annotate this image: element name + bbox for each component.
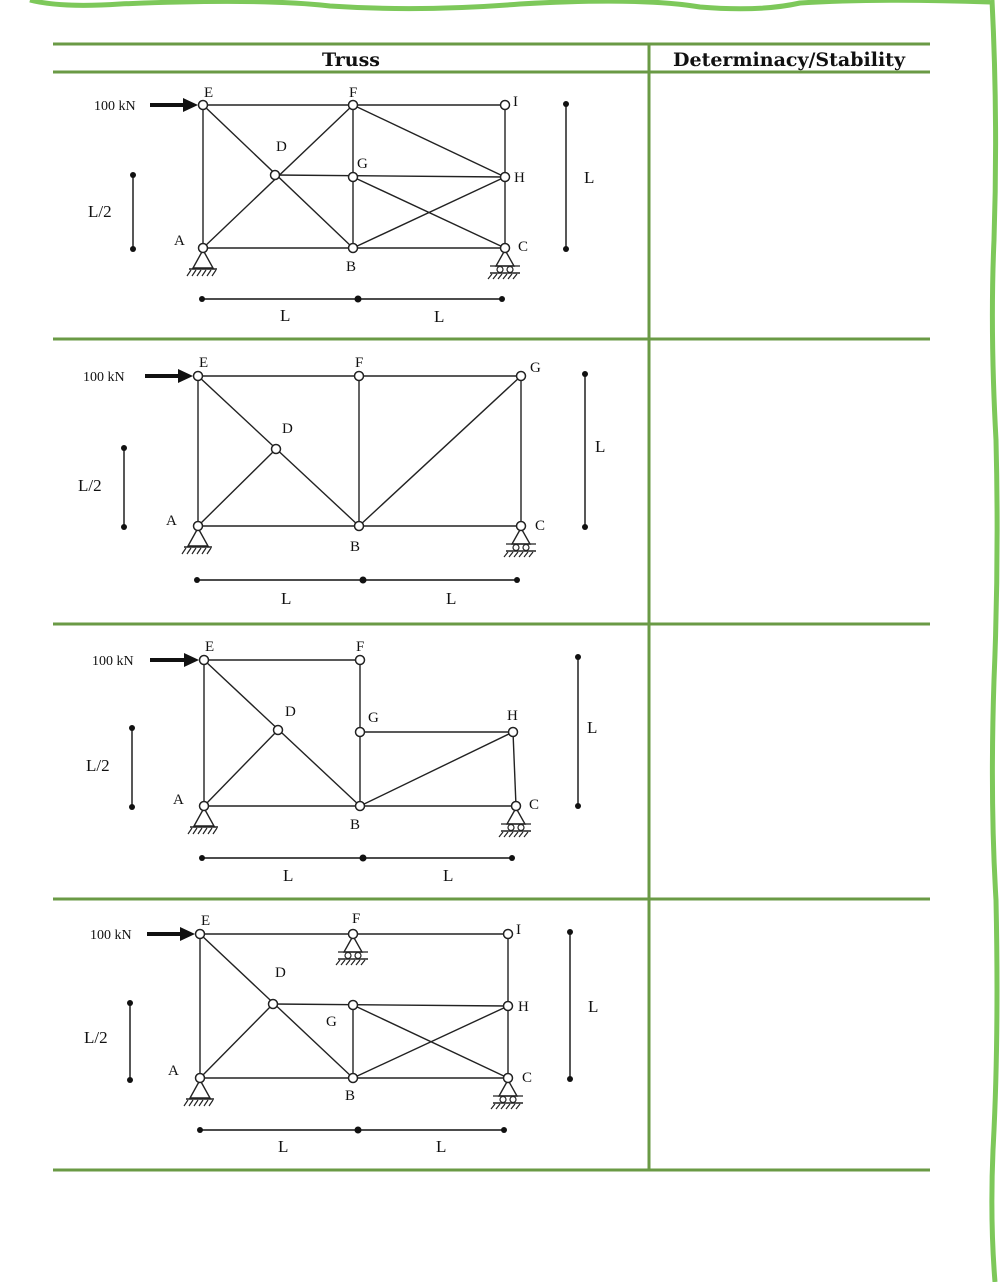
node-label-G: G — [357, 156, 368, 172]
dim-label-span-right: L — [434, 307, 445, 326]
load-arrow-icon — [150, 98, 198, 112]
dimension-span — [199, 855, 515, 886]
node-label-A: A — [166, 513, 177, 529]
node-label-F: F — [355, 355, 364, 371]
node-label-F: F — [356, 639, 365, 655]
pin-support-icon — [184, 1080, 214, 1106]
node-label-B: B — [350, 539, 361, 555]
node-label-B: B — [346, 259, 357, 275]
node-label-A: A — [168, 1063, 179, 1079]
node-label-I: I — [513, 94, 518, 110]
header-truss: Truss — [322, 49, 380, 71]
dimension-half-height — [88, 172, 136, 252]
dimension-half-height — [84, 1000, 133, 1083]
roller-support-icon — [504, 528, 536, 557]
table-grid — [53, 44, 930, 1170]
node-label-F: F — [349, 85, 358, 101]
node-label-G: G — [368, 710, 379, 726]
dimension-height — [567, 929, 598, 1082]
truss-2 — [78, 355, 605, 608]
node-label-A: A — [173, 792, 184, 808]
dimension-height — [582, 371, 605, 530]
dim-label-span-left: L — [281, 589, 292, 608]
node-label-C: C — [535, 518, 546, 534]
node-label-C: C — [522, 1070, 533, 1086]
node-label-C: C — [529, 797, 540, 813]
pin-support-icon — [187, 250, 217, 276]
roller-support-icon — [488, 250, 520, 279]
node-label-H: H — [518, 999, 529, 1015]
node-label-E: E — [205, 639, 215, 655]
dim-label-span-left: L — [280, 306, 291, 325]
roller-support-icon — [499, 808, 531, 837]
dim-label-span-left: L — [283, 866, 294, 885]
node-label-H: H — [514, 170, 525, 186]
pin-support-icon — [188, 808, 218, 834]
node-label-E: E — [199, 355, 209, 371]
node-label-D: D — [282, 421, 293, 437]
node-label-A: A — [174, 233, 185, 249]
node-label-E: E — [204, 85, 214, 101]
dim-label-half-height: L/2 — [86, 756, 110, 775]
load-arrow-icon — [150, 653, 199, 667]
load-arrow-icon — [145, 369, 193, 383]
load-label: 100 kN — [90, 928, 132, 943]
header-determinacy-stability: Determinacy/Stability — [673, 49, 905, 71]
dimension-height — [563, 101, 594, 252]
node-label-B: B — [345, 1088, 356, 1104]
load-arrow-icon — [147, 927, 195, 941]
dim-label-span-right: L — [446, 589, 457, 608]
load-label: 100 kN — [83, 370, 125, 385]
dim-label-height: L — [587, 718, 598, 737]
dim-label-span-left: L — [278, 1137, 289, 1156]
dimension-half-height — [86, 725, 135, 810]
node-label-E: E — [201, 913, 211, 929]
dim-label-half-height: L/2 — [78, 476, 102, 495]
load-label: 100 kN — [92, 654, 134, 669]
truss-3 — [86, 639, 597, 885]
dim-label-height: L — [588, 997, 599, 1016]
dimension-half-height — [78, 445, 127, 530]
node-label-B: B — [350, 817, 361, 833]
node-label-C: C — [518, 239, 529, 255]
truss-1 — [88, 85, 594, 326]
load-label: 100 kN — [94, 99, 136, 114]
dimension-span — [194, 577, 520, 609]
node-label-F: F — [352, 911, 361, 927]
node-label-G: G — [530, 360, 541, 376]
dim-label-height: L — [595, 437, 606, 456]
truss-2-members — [198, 376, 521, 526]
dim-label-height: L — [584, 168, 595, 187]
dim-label-span-right: L — [436, 1137, 447, 1156]
truss-4 — [84, 911, 598, 1156]
node-label-D: D — [276, 139, 287, 155]
dim-label-span-right: L — [443, 866, 454, 885]
roller-support-icon — [491, 1080, 523, 1109]
dim-label-half-height: L/2 — [88, 202, 112, 221]
node-label-D: D — [275, 965, 286, 981]
roller-support-icon — [336, 936, 368, 965]
node-label-I: I — [516, 922, 521, 938]
pin-support-icon — [182, 528, 212, 554]
node-label-H: H — [507, 708, 518, 724]
node-label-G: G — [326, 1014, 337, 1030]
dimension-height — [575, 654, 597, 809]
dimension-span — [197, 1127, 507, 1157]
dimension-span — [199, 296, 505, 327]
dim-label-half-height: L/2 — [84, 1028, 108, 1047]
node-label-D: D — [285, 704, 296, 720]
